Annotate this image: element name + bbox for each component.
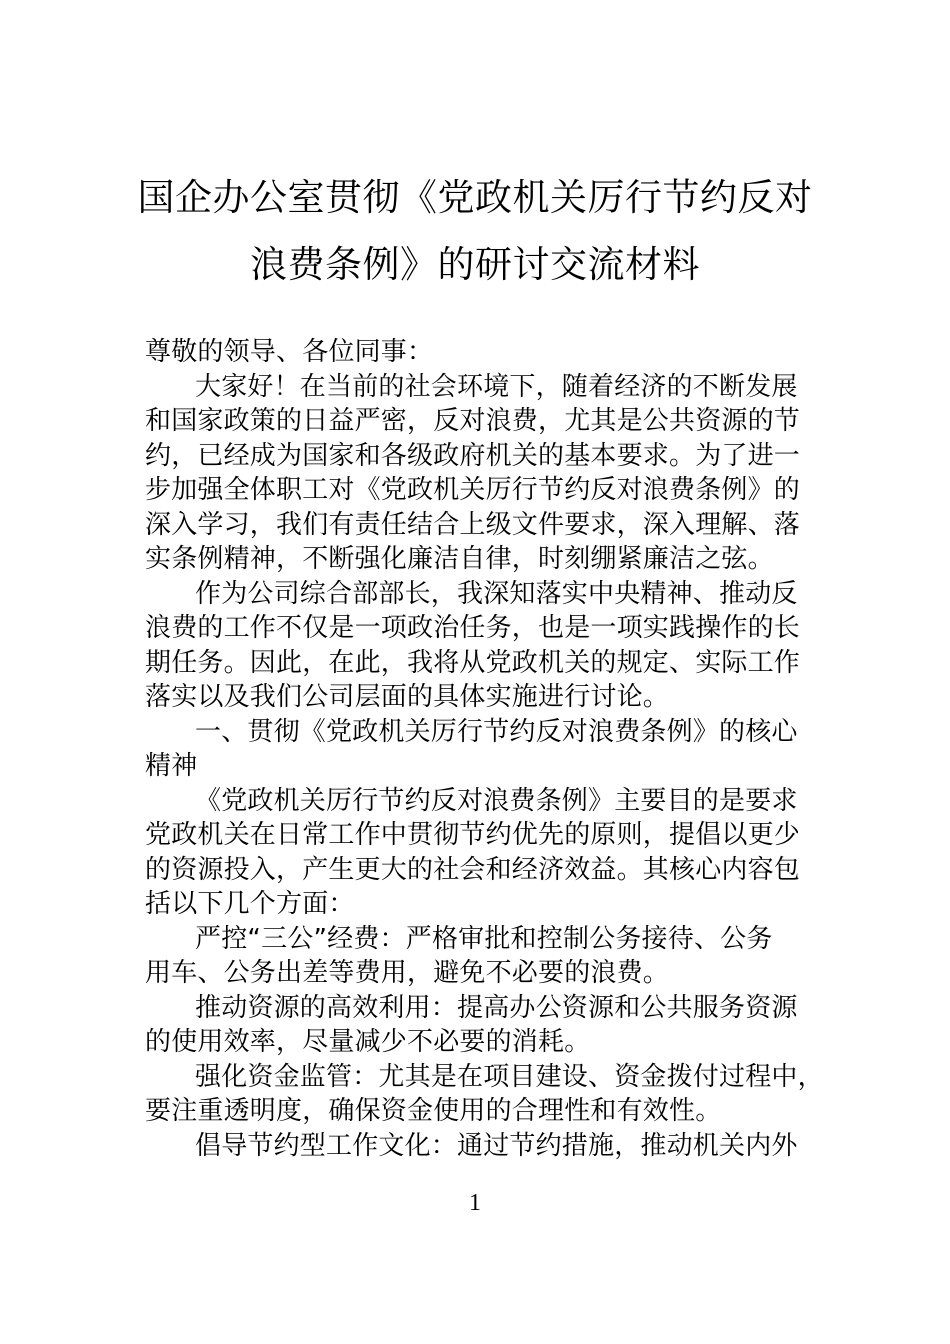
paragraph-line: 步加强全体职工对《党政机关厉行节约反对浪费条例》的 [145,475,801,505]
paragraph-line: 大家好！在当前的社会环境下，随着经济的不断发展 [195,372,798,402]
document-title-line-2: 浪费条例》的研讨交流材料 [250,243,700,286]
paragraph-line: 作为公司综合部部长，我深知落实中央精神、推动反 [195,579,798,609]
paragraph-line: 要注重透明度，确保资金使用的合理性和有效性。 [145,1096,722,1126]
paragraph-line: 期任务。因此，在此，我将从党政机关的规定、实际工作 [145,648,801,678]
paragraph-line: 括以下几个方面： [145,889,355,919]
paragraph-line: 推动资源的高效利用：提高办公资源和公共服务资源 [195,993,798,1023]
document-title-line-1: 国企办公室贯彻《党政机关厉行节约反对 [137,176,813,219]
paragraph-line: 和国家政策的日益严密，反对浪费，尤其是公共资源的节 [145,406,801,436]
paragraph-line: 强化资金监管：尤其是在项目建设、资金拨付过程中， [195,1062,824,1092]
section-heading-line: 精神 [145,751,198,781]
paragraph-line: 的使用效率，尽量减少不必要的消耗。 [145,1027,591,1057]
paragraph-line: 浪费的工作不仅是一项政治任务，也是一项实践操作的长 [145,613,801,643]
paragraph-line: 严控“三公”经费：严格审批和控制公务接待、公务 [195,924,773,954]
salutation: 尊敬的领导、各位同事： [145,337,434,367]
paragraph-line: 约，已经成为国家和各级政府机关的基本要求。为了进一 [145,441,801,471]
page-number: 1 [469,1190,481,1216]
section-heading-line: 一、贯彻《党政机关厉行节约反对浪费条例》的核心 [195,717,798,747]
paragraph-line: 《党政机关厉行节约反对浪费条例》主要目的是要求 [195,786,798,816]
paragraph-line: 深入学习，我们有责任结合上级文件要求，深入理解、落 [145,510,801,540]
paragraph-line: 实条例精神，不断强化廉洁自律，时刻绷紧廉洁之弦。 [145,544,774,574]
paragraph-line: 倡导节约型工作文化：通过节约措施，推动机关内外 [195,1131,798,1161]
paragraph-line: 用车、公务出差等费用，避免不必要的浪费。 [145,958,670,988]
paragraph-line: 落实以及我们公司层面的具体实施进行讨论。 [145,682,670,712]
paragraph-line: 的资源投入，产生更大的社会和经济效益。其核心内容包 [145,855,801,885]
paragraph-line: 党政机关在日常工作中贯彻节约优先的原则，提倡以更少 [145,820,801,850]
